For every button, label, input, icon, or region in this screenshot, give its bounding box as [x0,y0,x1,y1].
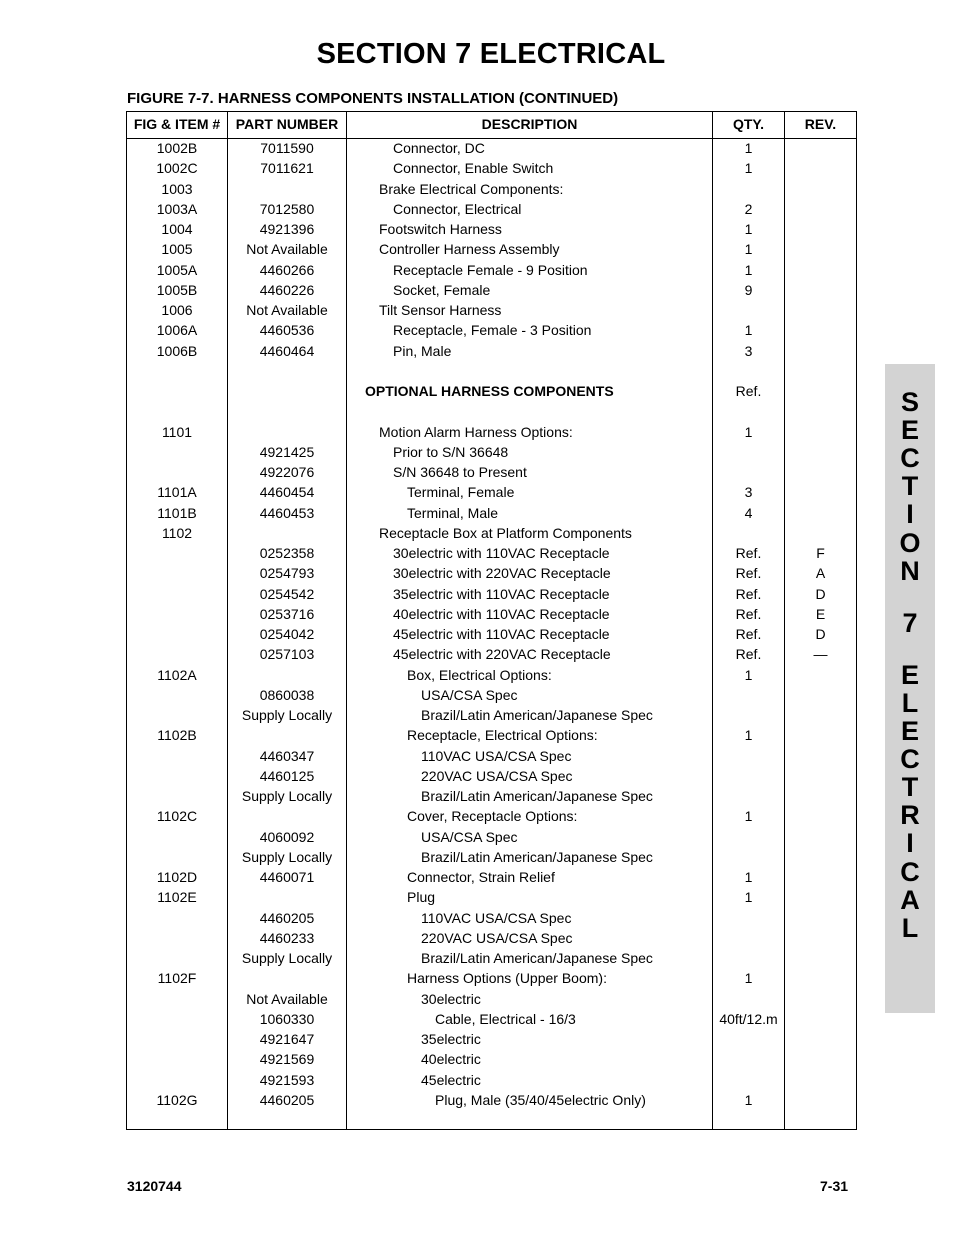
qty-cell: Ref. [735,605,762,622]
table-row [127,462,856,482]
description-cell: Connector, DC [393,140,485,156]
fig-item-cell: 1006B [156,342,198,359]
description-cell: Receptacle Box at Platform Components [379,524,632,541]
section-tab-letter: L [901,912,919,943]
fig-item-cell: 1102G [156,1091,198,1108]
table-row [127,381,856,401]
description-cell: Prior to S/N 36648 [393,443,509,460]
part-number-cell: 4460453 [259,504,315,521]
description-cell: Brazil/Latin American/Japanese Spec [421,707,653,723]
table-row [127,806,856,826]
part-number-cell: 4460266 [259,261,315,278]
table-row [127,1009,856,1029]
section-tab-letter: A [900,884,920,915]
qty-cell: 1 [744,322,753,339]
table-row [127,138,856,158]
table-row [127,199,856,219]
part-number-cell: 4921425 [259,443,315,460]
fig-item-cell: 1101 [161,423,193,440]
description-cell: 45electric with 220VAC Receptacle [393,646,611,663]
fig-item-cell: 1002B [156,140,198,156]
fig-item-cell: 1101B [157,504,197,521]
description-cell: 45electric with 110VAC Receptacle [393,626,610,642]
qty-cell: 1 [744,727,753,744]
column-header-part-number: PART NUMBER [235,116,339,132]
description-cell: Motion Alarm Harness Options: [379,423,573,440]
description-cell: Pin, Male [393,342,452,359]
rev-cell: A [815,565,826,582]
description-cell: 35electric with 110VAC Receptacle [393,585,610,602]
section-tab-letter: T [901,772,919,803]
description-cell: Terminal, Female [407,484,515,501]
table-row [127,584,856,604]
table-row [127,260,856,280]
qty-cell: 1 [744,261,753,278]
description-cell: Box, Electrical Options: [407,666,552,683]
qty-cell: 1 [744,221,753,237]
table-row [127,786,856,806]
qty-cell: 1 [744,423,753,440]
fig-item-cell: 1004 [161,221,193,237]
qty-cell: Ref. [735,383,762,399]
section-tab-letter: I [906,828,914,859]
table-row [127,1029,856,1049]
fig-item-cell: 1006A [156,322,198,339]
description-cell: Cable, Electrical - 16/3 [435,1010,576,1027]
description-cell: 40electric [421,1051,481,1068]
part-number-cell: 4460071 [259,869,315,885]
description-cell: Plug, Male (35/40/45electric Only) [435,1091,646,1108]
table-row [127,685,856,705]
part-number-cell: 4460347 [259,747,315,764]
part-number-cell: 4060092 [259,828,315,845]
part-number-cell: 7012580 [259,200,315,217]
qty-cell: 1 [744,869,753,885]
table-row [127,543,856,563]
table-row [127,948,856,968]
qty-cell: 2 [744,200,753,217]
description-cell: Brazil/Latin American/Japanese Spec [421,788,653,804]
section-tab-letter: E [900,415,919,446]
fig-item-cell: 1005B [156,281,198,298]
rev-cell: E [815,605,826,622]
part-number-cell: 0254793 [259,565,315,582]
section-tab-letter: 7 [902,607,918,638]
description-cell: 220VAC USA/CSA Spec [421,767,573,784]
parts-table [126,111,857,1130]
fig-item-cell: 1102D [156,869,198,885]
qty-cell: 1 [744,241,753,258]
qty-cell: 1 [744,140,753,156]
description-cell: Terminal, Male [407,504,499,521]
table-row [127,604,856,624]
fig-item-cell: 1102B [157,727,197,744]
column-header-description: DESCRIPTION [481,116,578,132]
description-cell: 110VAC USA/CSA Spec [421,909,572,926]
table-row [127,1049,856,1069]
qty-cell: 3 [744,484,753,501]
part-number-cell: Not Available [246,990,328,1007]
table-row [127,401,856,421]
part-number-cell: 4921569 [259,1051,315,1068]
document-number: 3120744 [127,1178,182,1194]
table-row [127,280,856,300]
table-row [127,887,856,907]
column-header-fig-item: FIG & ITEM # [133,116,221,132]
table-row [127,1090,856,1110]
part-number-cell: 0860038 [259,686,315,703]
description-cell: Cover, Receptacle Options: [407,808,578,825]
qty-cell: 1 [744,889,753,906]
fig-item-cell: 1003A [156,200,198,217]
table-row [127,503,856,523]
fig-item-cell: 1003 [161,180,193,197]
section-tab-letter: N [900,555,920,586]
table-row [127,320,856,340]
description-cell: Connector, Enable Switch [393,160,554,177]
description-cell: 30electric with 220VAC Receptacle [393,565,611,582]
table-row [127,624,856,644]
table-row [127,827,856,847]
table-row [127,300,856,320]
description-cell: Brake Electrical Components: [379,180,564,197]
part-number-cell: 4922076 [259,464,315,480]
part-number-cell: 4460464 [259,342,315,359]
fig-item-cell: 1102A [157,666,197,683]
part-number-cell: 0253716 [259,605,315,622]
section-tab-letter: O [899,527,921,558]
section-tab-letter: L [901,687,919,718]
description-cell: 35electric [421,1031,481,1047]
section-tab-letter: R [900,800,920,831]
column-header-qty: QTY. [732,116,765,132]
table-row [127,563,856,583]
qty-cell: 1 [744,666,753,683]
qty-cell: 9 [744,281,753,298]
description-cell: 45electric [421,1071,481,1088]
part-number-cell: 4921647 [259,1031,315,1047]
rev-cell: — [813,646,828,663]
qty-cell: 1 [744,808,753,825]
table-row [127,523,856,543]
description-cell: 30electric [421,990,481,1007]
table-row [127,361,856,381]
qty-cell: Ref. [735,585,762,602]
qty-cell: 1 [744,160,753,177]
table-row [127,482,856,502]
description-cell: Tilt Sensor Harness [379,302,502,318]
part-number-cell: 4460205 [259,1091,315,1108]
description-cell: 40electric with 110VAC Receptacle [393,605,610,622]
description-cell: Receptacle, Female - 3 Position [393,322,592,339]
section-tab-letter: I [906,499,914,530]
table-row [127,968,856,988]
qty-cell: Ref. [735,626,762,642]
part-number-cell: 7011590 [260,140,314,156]
table-row [127,239,856,259]
description-cell: 220VAC USA/CSA Spec [421,929,573,946]
table-row [127,219,856,239]
qty-cell: Ref. [735,565,762,582]
section-tab-letter: C [900,744,920,775]
part-number-cell: Supply Locally [241,848,333,865]
qty-cell: 4 [744,504,753,521]
section-tab [885,364,935,1013]
part-number-cell: 4460125 [259,767,315,784]
section-tab-letter: S [900,387,919,417]
description-cell: Receptacle, Electrical Options: [407,727,598,744]
description-cell: 30electric with 110VAC Receptacle [393,545,610,561]
table-row [127,928,856,948]
table-row [127,725,856,745]
fig-item-cell: 1102F [157,970,197,987]
qty-cell: 1 [744,970,753,987]
description-cell: Harness Options (Upper Boom): [407,970,607,987]
part-number-cell: 0257103 [259,646,315,663]
table-row [127,705,856,725]
part-number-cell: Supply Locally [241,707,333,723]
description-cell: Brazil/Latin American/Japanese Spec [421,950,653,966]
part-number-cell: 0254042 [259,626,315,642]
part-number-cell: 4460536 [259,322,315,339]
page-number: 7-31 [820,1178,849,1194]
section-title: SECTION 7 ELECTRICAL [316,38,666,70]
table-row [127,908,856,928]
table-row [127,1070,856,1090]
fig-item-cell: 1005A [156,261,198,278]
column-header-rev: REV. [804,116,837,132]
section-tab-letter: C [900,856,920,887]
fig-item-cell: 1102 [161,524,193,541]
section-tab-letter: T [901,471,919,502]
table-row [127,422,856,442]
description-cell: 110VAC USA/CSA Spec [421,747,572,764]
part-number-cell: 0252358 [259,545,315,561]
fig-item-cell: 1006 [161,302,193,318]
description-cell: USA/CSA Spec [421,686,518,703]
qty-cell: Ref. [735,646,762,663]
table-row [127,442,856,462]
description-cell: Footswitch Harness [379,221,502,237]
table-row [127,746,856,766]
part-number-cell: Supply Locally [241,950,333,966]
description-cell: Controller Harness Assembly [379,241,560,258]
part-number-cell: 0254542 [259,585,315,602]
part-number-cell: 4921593 [259,1071,315,1088]
fig-item-cell: 1005 [161,241,193,258]
description-cell: Connector, Strain Relief [407,869,555,885]
table-row [127,989,856,1009]
description-cell: OPTIONAL HARNESS COMPONENTS [365,383,614,399]
part-number-cell: 4460233 [259,929,315,946]
table-row [127,644,856,664]
rev-cell: F [816,545,825,561]
rev-cell: D [815,626,826,642]
table-row [127,665,856,685]
table-row [127,867,856,887]
section-tab-letter: C [900,443,920,474]
table-row [127,766,856,786]
part-number-cell: 4460226 [259,281,315,298]
section-tab-letter: E [900,716,919,746]
description-cell: Connector, Electrical [393,200,522,217]
description-cell: Brazil/Latin American/Japanese Spec [421,848,653,865]
fig-item-cell: 1102C [156,808,198,825]
qty-cell: Ref. [735,545,762,561]
fig-item-cell: 1102E [157,889,197,906]
fig-item-cell: 1101A [157,484,197,501]
table-row [127,847,856,867]
description-cell: Socket, Female [393,281,491,298]
figure-title: FIGURE 7-7. HARNESS COMPONENTS INSTALLATION (CONTINUED) [127,90,619,107]
qty-cell: 1 [744,1091,753,1108]
description-cell: Receptacle Female - 9 Position [393,261,588,278]
part-number-cell: 4921396 [259,221,315,237]
fig-item-cell: 1002C [156,160,198,177]
part-number-cell: 1060330 [259,1010,315,1027]
qty-cell: 3 [744,342,753,359]
description-cell: Plug [407,889,436,906]
part-number-cell: Not Available [246,302,328,318]
part-number-cell: Supply Locally [241,788,333,804]
part-number-cell: 4460454 [259,484,315,501]
part-number-cell: 4460205 [259,909,315,926]
table-row [127,341,856,361]
table-row [127,179,856,199]
section-tab-letter: E [900,659,919,690]
qty-cell: 40ft/12.m [719,1010,778,1027]
rev-cell: D [815,585,826,602]
table-row [127,158,856,178]
description-cell: S/N 36648 to Present [393,464,527,480]
description-cell: USA/CSA Spec [421,828,518,845]
part-number-cell: Not Available [246,241,328,258]
part-number-cell: 7011621 [260,160,314,177]
